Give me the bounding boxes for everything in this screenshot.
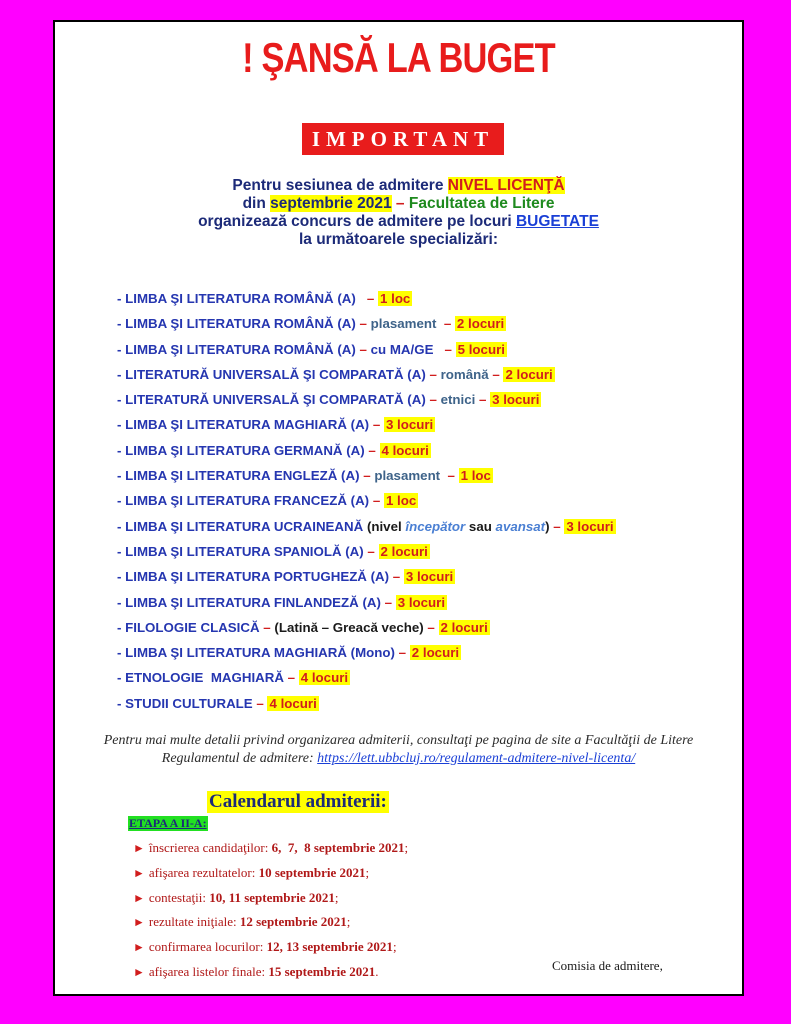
intro-line-4: la următoarele specializări: bbox=[298, 231, 498, 248]
intro-dash: – bbox=[391, 195, 409, 212]
punctuation: ; bbox=[404, 840, 409, 855]
spec-qualifier: cu MA/GE bbox=[370, 341, 434, 357]
list-item bbox=[117, 412, 616, 437]
session-date-highlight: septembrie 2021 bbox=[270, 195, 392, 212]
spec-name: - LIMBA ŞI LITERATURA FINLANDEZĂ (A) bbox=[117, 594, 381, 610]
intro-line-1 bbox=[55, 177, 742, 195]
level-text: sau bbox=[465, 518, 496, 534]
dash: – bbox=[492, 366, 500, 382]
arrow-bullet-icon: ► bbox=[133, 915, 145, 930]
calendar-label: afişarea listelor finale: bbox=[148, 963, 269, 979]
spec-qualifier: (Latină – Greacă veche) bbox=[274, 619, 424, 635]
list-item bbox=[117, 463, 616, 488]
spec-name: - LIMBA ŞI LITERATURA MAGHIARĂ (A) bbox=[117, 417, 370, 433]
spec-qualifier: plasament bbox=[370, 316, 437, 332]
arrow-bullet-icon: ► bbox=[133, 890, 145, 905]
intro-text-part: Pentru sesiunea de admitere bbox=[232, 177, 448, 194]
places-badge: 3 locuri bbox=[385, 417, 434, 433]
dash: – bbox=[366, 291, 375, 306]
spec-name: - LIMBA ŞI LITERATURA SPANIOLĂ (A) bbox=[117, 543, 364, 559]
list-item bbox=[117, 539, 616, 564]
spec-name: - FILOLOGIE CLASICĂ bbox=[117, 619, 260, 635]
list-item bbox=[133, 861, 408, 886]
details-note bbox=[55, 732, 742, 768]
dash: – bbox=[429, 392, 437, 408]
dash: – bbox=[479, 392, 487, 408]
arrow-bullet-icon: ► bbox=[133, 940, 145, 955]
places-badge: 4 locuri bbox=[381, 442, 429, 458]
dash: – bbox=[384, 594, 393, 610]
calendar-label: înscrierea candidaţilor: bbox=[148, 840, 272, 855]
spec-name: - LIMBA ŞI LITERATURA PORTUGHEZĂ (A) bbox=[117, 569, 390, 585]
places-badge: 2 locuri bbox=[440, 619, 488, 635]
signature: Comisia de admitere, bbox=[552, 958, 663, 973]
punctuation: ; bbox=[365, 864, 370, 880]
dash: – bbox=[372, 493, 381, 509]
list-item bbox=[117, 615, 616, 640]
level-text: (nivel bbox=[366, 518, 406, 534]
details-line bbox=[55, 750, 742, 768]
details-line: Pentru mai multe detalii privind organizarea admiterii, consultaţi pe pagina de site a Facultăţii de Litere bbox=[103, 733, 694, 748]
list-item bbox=[133, 960, 408, 985]
spec-qualifier: română bbox=[440, 366, 489, 382]
places-badge: 2 locuri bbox=[411, 645, 460, 661]
list-item bbox=[133, 910, 408, 935]
list-item bbox=[117, 590, 616, 615]
calendar-title: Calendarul admiterii: bbox=[209, 791, 387, 812]
dash: – bbox=[263, 619, 271, 635]
intro-line-2 bbox=[55, 195, 742, 213]
calendar-date: 15 septembrie 2021 bbox=[268, 963, 376, 979]
punctuation: ; bbox=[392, 939, 397, 955]
spec-name: - LIMBA ŞI LITERATURA ROMÂNĂ (A) bbox=[117, 316, 356, 332]
spec-name: - ETNOLOGIE MAGHIARĂ bbox=[117, 670, 284, 686]
list-item bbox=[117, 362, 616, 387]
list-item bbox=[117, 488, 616, 513]
list-item bbox=[117, 691, 616, 716]
places-badge: 2 locuri bbox=[505, 366, 553, 382]
places-badge: 3 locuri bbox=[566, 518, 614, 534]
dash: – bbox=[372, 417, 381, 433]
list-item bbox=[117, 337, 616, 362]
list-item bbox=[133, 935, 408, 960]
dash: – bbox=[287, 670, 296, 686]
intro-text-part: din bbox=[242, 195, 271, 212]
spec-name: - LIMBA ŞI LITERATURA GERMANĂ (A) bbox=[117, 442, 365, 458]
level-beginner: începător bbox=[405, 518, 466, 534]
regulation-label: Regulamentul de admitere: bbox=[161, 751, 318, 766]
list-item bbox=[117, 286, 616, 311]
calendar-date: 12, 13 septembrie 2021 bbox=[266, 939, 393, 955]
list-item bbox=[133, 836, 408, 861]
dash: – bbox=[427, 619, 435, 635]
calendar-date: 10 septembrie 2021 bbox=[258, 864, 366, 880]
dash: – bbox=[444, 341, 452, 357]
regulation-link[interactable]: https://lett.ubbcluj.ro/regulament-admitere-nivel-licenta/ bbox=[317, 751, 636, 766]
dash: – bbox=[367, 543, 375, 559]
list-item bbox=[117, 665, 616, 690]
dash: – bbox=[363, 468, 371, 484]
spec-qualifier: etnici bbox=[440, 392, 476, 408]
places-badge: 4 locuri bbox=[300, 670, 349, 686]
budget-label: BUGETATE bbox=[515, 213, 599, 230]
level-highlight: NIVEL LICENŢĂ bbox=[447, 177, 565, 194]
list-item bbox=[117, 564, 616, 589]
arrow-bullet-icon: ► bbox=[133, 964, 145, 979]
calendar-date: 12 septembrie 2021 bbox=[239, 914, 347, 930]
intro-text bbox=[55, 177, 742, 249]
places-badge: 1 loc bbox=[385, 493, 417, 509]
places-badge: 4 locuri bbox=[269, 695, 317, 711]
spec-qualifier: plasament bbox=[374, 468, 441, 484]
places-badge: 1 loc bbox=[460, 468, 491, 484]
dash: – bbox=[398, 645, 407, 661]
list-item bbox=[117, 438, 616, 463]
page-title: ! ŞANSĂ LA BUGET bbox=[242, 34, 555, 81]
stage-label: ETAPA A II-A: bbox=[129, 816, 207, 830]
dash: – bbox=[368, 442, 376, 458]
dash: – bbox=[429, 366, 437, 382]
spec-name: - LIMBA ŞI LITERATURA FRANCEZĂ (A) bbox=[117, 493, 370, 509]
calendar-label: afişarea rezultatelor: bbox=[148, 864, 259, 880]
places-badge: 1 loc bbox=[380, 291, 411, 306]
calendar-list bbox=[133, 836, 408, 985]
spec-name: - LIMBA ŞI LITERATURA UCRAINEANĂ bbox=[117, 518, 364, 534]
places-badge: 2 locuri bbox=[456, 316, 505, 332]
dash: – bbox=[256, 695, 264, 711]
announcement-page bbox=[53, 20, 744, 996]
level-text: ) bbox=[545, 518, 550, 534]
intro-text-part: organizează concurs de admitere pe locuri bbox=[198, 213, 516, 230]
intro-line-3 bbox=[55, 213, 742, 231]
places-badge: 3 locuri bbox=[492, 392, 540, 408]
list-item bbox=[117, 640, 616, 665]
spec-name: - STUDII CULTURALE bbox=[117, 695, 253, 711]
dash: – bbox=[359, 316, 367, 332]
specializations-list bbox=[117, 286, 616, 716]
punctuation: ; bbox=[346, 914, 351, 930]
spec-name: - LIMBA ŞI LITERATURA ENGLEZĂ (A) bbox=[117, 468, 360, 484]
calendar-label: confirmarea locurilor: bbox=[148, 939, 267, 955]
dash: – bbox=[443, 316, 452, 332]
arrow-bullet-icon: ► bbox=[133, 865, 145, 880]
list-item bbox=[117, 387, 616, 412]
dash: – bbox=[392, 569, 401, 585]
level-advanced: avansat bbox=[495, 518, 546, 534]
spec-name: - LIMBA ŞI LITERATURA ROMÂNĂ (A) bbox=[117, 341, 356, 357]
places-badge: 5 locuri bbox=[457, 341, 505, 357]
calendar-date: 6, 7, 8 septembrie 2021 bbox=[271, 840, 405, 855]
punctuation: . bbox=[375, 963, 379, 979]
calendar-label: contestaţii: bbox=[148, 889, 210, 905]
arrow-bullet-icon: ► bbox=[133, 841, 145, 855]
spec-name: - LITERATURĂ UNIVERSALĂ ŞI COMPARATĂ (A) bbox=[117, 366, 426, 382]
dash: – bbox=[359, 341, 367, 357]
dash: – bbox=[447, 468, 455, 484]
punctuation: ; bbox=[334, 889, 339, 905]
spec-name: - LITERATURĂ UNIVERSALĂ ŞI COMPARATĂ (A) bbox=[117, 392, 426, 408]
places-badge: 2 locuri bbox=[380, 543, 428, 559]
spec-name: - LIMBA ŞI LITERATURA ROMÂNĂ (A) bbox=[117, 291, 356, 306]
places-badge: 3 locuri bbox=[405, 569, 454, 585]
spec-name: - LIMBA ŞI LITERATURA MAGHIARĂ (Mono) bbox=[117, 645, 395, 661]
list-item bbox=[117, 311, 616, 336]
dash: – bbox=[553, 518, 561, 534]
list-item bbox=[117, 514, 616, 539]
places-badge: 3 locuri bbox=[397, 594, 446, 610]
important-banner: IMPORTANT bbox=[302, 123, 504, 155]
calendar-label: rezultate iniţiale: bbox=[148, 914, 240, 930]
calendar-date: 10, 11 septembrie 2021 bbox=[209, 889, 335, 905]
list-item bbox=[133, 886, 408, 911]
faculty-name: Facultatea de Litere bbox=[408, 195, 555, 212]
